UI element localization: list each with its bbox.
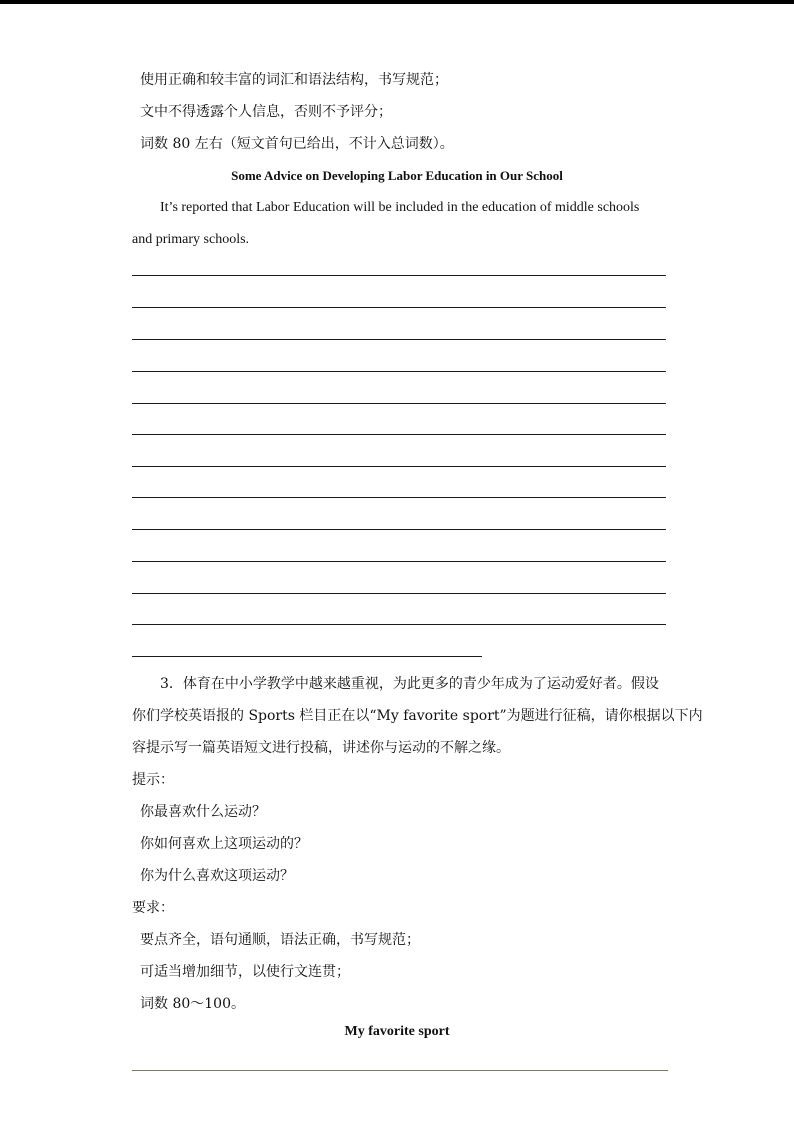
page-top-border <box>0 0 794 4</box>
writing-line[interactable] <box>132 307 666 308</box>
task3-hint-1: 你最喜欢什么运动？ <box>140 804 266 820</box>
task2-opening-line-1: It’s reported that Labor Education will be included in the education of middle schools <box>160 200 640 215</box>
writing-line[interactable] <box>132 371 666 372</box>
task2-requirement-2: 文中不得透露个人信息，否则不予评分； <box>140 104 392 120</box>
task3-hint-3: 你为什么喜欢这项运动？ <box>140 868 294 884</box>
task3-intro-line-3: 容提示写一篇英语短文进行投稿，讲述你与运动的不解之缘。 <box>132 740 510 756</box>
writing-line[interactable] <box>132 529 666 530</box>
writing-line[interactable] <box>132 624 666 625</box>
task3-hint-2: 你如何喜欢上这项运动的？ <box>140 836 308 852</box>
task3-requirement-1: 要点齐全，语句通顺，语法正确，书写规范； <box>140 932 420 948</box>
writing-line[interactable] <box>132 339 666 340</box>
writing-line[interactable] <box>132 1070 668 1071</box>
task3-essay-title: My favorite sport <box>344 1024 450 1039</box>
writing-line[interactable] <box>132 497 666 498</box>
writing-line[interactable] <box>132 434 666 435</box>
task3-intro-line-2: 你们学校英语报的 Sports 栏目正在以“My favorite sport”为题进行征稿，请你根据以下内 <box>132 708 703 724</box>
task2-requirement-1: 使用正确和较丰富的词汇和语法结构，书写规范； <box>140 72 448 88</box>
writing-line[interactable] <box>132 275 666 276</box>
writing-line-short[interactable] <box>132 656 482 657</box>
writing-line[interactable] <box>132 593 666 594</box>
task2-essay-title: Some Advice on Developing Labor Education in Our School <box>231 168 563 183</box>
writing-line[interactable] <box>132 403 666 404</box>
task2-opening-line-2: and primary schools. <box>132 232 250 247</box>
task3-requirement-2: 可适当增加细节，以使行文连贯； <box>140 964 350 980</box>
task3-requirements-label: 要求： <box>132 900 174 916</box>
task2-requirement-3: 词数 80 左右（短文首句已给出，不计入总词数）。 <box>140 136 454 152</box>
task3-hints-label: 提示： <box>132 772 174 788</box>
task3-requirement-3: 词数 80～100。 <box>140 996 245 1012</box>
writing-line[interactable] <box>132 466 666 467</box>
writing-line[interactable] <box>132 561 666 562</box>
task3-intro-line-1: 3．体育在中小学教学中越来越重视，为此更多的青少年成为了运动爱好者。假设 <box>160 676 659 692</box>
